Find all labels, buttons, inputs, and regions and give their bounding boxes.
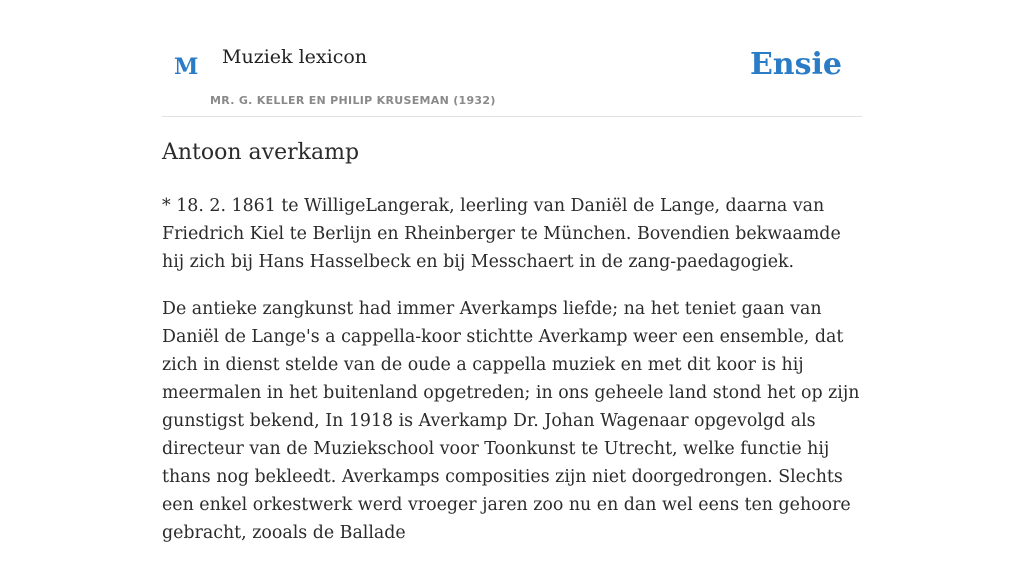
lexicon-title-link[interactable]: Muziek lexicon xyxy=(222,46,368,68)
entry-paragraph: * 18. 2. 1861 te WilligeLangerak, leerling van Daniël de Lange, daarna van Friedrich Kiel te Berlijn en Rheinberger te München. Bovendien bekwaamde hij zich bij Hans Hasselbeck en bij Messchaert in de zang-paedagogiek. xyxy=(162,196,841,272)
entry-paragraph: De antieke zangkunst had immer Averkamps liefde; na het teniet gaan van Daniël de Lange's a cappella-koor stichtte Averkamp weer een ensemble, dat zich in dienst stelde van de oude a cappella muziek en met dit koor is hij meermalen in het buitenland opgetreden; in ons geheele land stond het op zijn gunstigst bekend, In 1918 is Averkamp Dr. Johan Wagenaar opgevolgd als directeur van de Muziekschool voor Toonkunst te Utrecht, welke functie hij thans nog bekleedt. Averkamps composities zijn niet doorgedrongen. Slechts een enkel orkestwerk werd vroeger jaren zoo nu en dan wel eens ten gehoore gebracht, zooals de Ballade xyxy=(162,299,860,543)
lexicon-header xyxy=(162,0,862,117)
lexicon-authors: MR. G. KELLER EN PHILIP KRUSEMAN (1932) xyxy=(210,94,496,107)
document-page xyxy=(162,0,862,543)
ensie-brand-logo[interactable]: Ensie xyxy=(749,47,842,82)
lexicon-logo-icon[interactable]: M xyxy=(174,54,199,80)
entry-title: Antoon averkamp xyxy=(162,140,360,165)
entry-body xyxy=(162,192,864,566)
